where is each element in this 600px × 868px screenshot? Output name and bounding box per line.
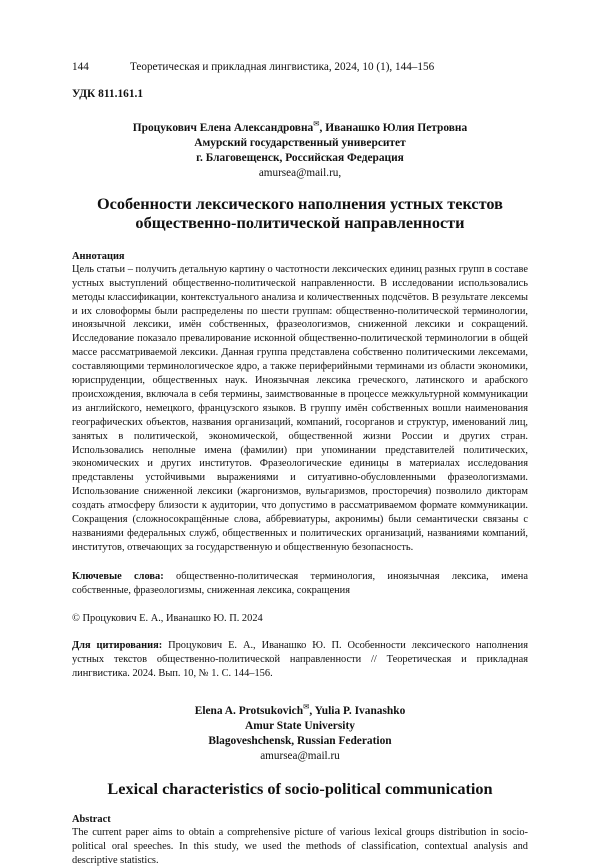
ru-title-line-2: общественно-политической направленности bbox=[135, 213, 465, 233]
ru-email: amursea@mail.ru, bbox=[258, 166, 342, 179]
page-number: 144 bbox=[72, 61, 89, 73]
ru-paper-title bbox=[72, 194, 528, 233]
ru-author-1: Процукович Елена Александровна bbox=[132, 121, 314, 134]
ru-keywords bbox=[72, 570, 528, 598]
ru-title-line-1: Особенности лексического наполнения устных текстов bbox=[97, 193, 503, 213]
citation-label: Для цитирования: bbox=[72, 639, 163, 651]
en-author-2: , Yulia P. Ivanashko bbox=[309, 704, 406, 717]
ru-keywords-text: общественно-политическая терминология, иноязычная лексика, имена собственные, фразеологизмы, сниженная лексика, сокращения bbox=[72, 570, 528, 596]
ru-university: Амурский государственный университет bbox=[194, 136, 406, 149]
en-abstract-text: The current paper aims to obtain a comprehensive picture of various lexical groups distribution in socio-political oral speeches. In this study, we used the methods of classification, contextual analysis and descriptive statistics. bbox=[72, 827, 528, 866]
en-university: Amur State University bbox=[245, 719, 355, 732]
udk-code: УДК 811.161.1 bbox=[72, 88, 144, 100]
en-author-block bbox=[72, 699, 528, 763]
en-authors bbox=[72, 699, 528, 719]
en-abstract-label: Abstract bbox=[72, 814, 111, 826]
citation-text: Процукович Е. А., Иванашко Ю. П. Особенности лексического наполнения устных текстов общественно-политической направленности // Теоретическая и прикладная лингвистика. 2024. Вып. 10, № 1. С. 144–156. bbox=[72, 639, 528, 679]
journal-citation: Теоретическая и прикладная лингвистика, 2024, 10 (1), 144–156 bbox=[130, 61, 435, 73]
ru-city: г. Благовещенск, Российская Федерация bbox=[196, 151, 404, 164]
citation bbox=[72, 639, 528, 681]
mail-icon: ✉ bbox=[313, 119, 320, 128]
ru-abstract-text: Цель статьи – получить детальную картину о частотности лексических единиц разных групп в составе устных выступлений общественно-политической направленности. В исследовании использовались методы классификации, контекстуального анализа и количественных подсчётов. В результате лексемы и их словоформы были распределены по шести группам: общественно-политической терминологии, иноязычной лексики, имён собственных, фразеологизмов, сниженной лексики и сокращений. Исследование показало превалирование исконной общественно-политической терминологии в общей массе рассматриваемой лексики. Данная группа представлена собственно политическими лексемами, составляющими терминологическое ядро, а также периферийными терминами из области экономики, юриспруденции, общественных наук. Иноязычная лексика греческого, латинского и арабского происхождения, включала в себя термины, заимствованные в процессе межкультурной коммуникации из английского, немецкого, французского языков. В группу имён собственных вошли наименования географических объектов, названия организаций, компаний, госорганов и структур, именований лиц, занятых в политической, экономической, общественной жизни России и других стран. Использовались неполные имена (фамилии) при упоминании представителей политических, экономических и других институтов. Фразеологические единицы в материалах исследования представлены устойчивыми выражениями и ситуативно-обусловленными фразеологизмами. Использование сниженной лексики (жаргонизмов, вульгаризмов, просторечия) позволило дикторам создать атмосферу близости к аудитории, что допустимо в рассматриваемом формате коммуникации. Сокращения (сложносокращённые слова, аббревиатуры, акронимы) были семантически связаны с названиями федеральных служб, общественных и политических организаций, названиями компаний, институтов, отвечающих за государственную и общественную безопасность. bbox=[72, 263, 528, 553]
en-author-1: Elena A. Protsukovich bbox=[194, 704, 304, 717]
en-city: Blagoveshchensk, Russian Federation bbox=[208, 734, 392, 747]
ru-abstract-label: Аннотация bbox=[72, 250, 125, 262]
mail-icon: ✉ bbox=[303, 701, 310, 711]
en-email: amursea@mail.ru bbox=[260, 749, 340, 762]
page bbox=[72, 60, 528, 868]
ru-author-block bbox=[72, 116, 528, 180]
ru-author-2: , Иванашко Юлия Петровна bbox=[319, 121, 468, 134]
ru-keywords-label: Ключевые слова: bbox=[72, 570, 164, 582]
running-header bbox=[72, 60, 528, 74]
ru-authors bbox=[72, 116, 528, 136]
copyright: © Процукович Е. А., Иванашко Ю. П. 2024 bbox=[72, 612, 263, 624]
en-paper-title: Lexical characteristics of socio-political communication bbox=[107, 778, 493, 798]
